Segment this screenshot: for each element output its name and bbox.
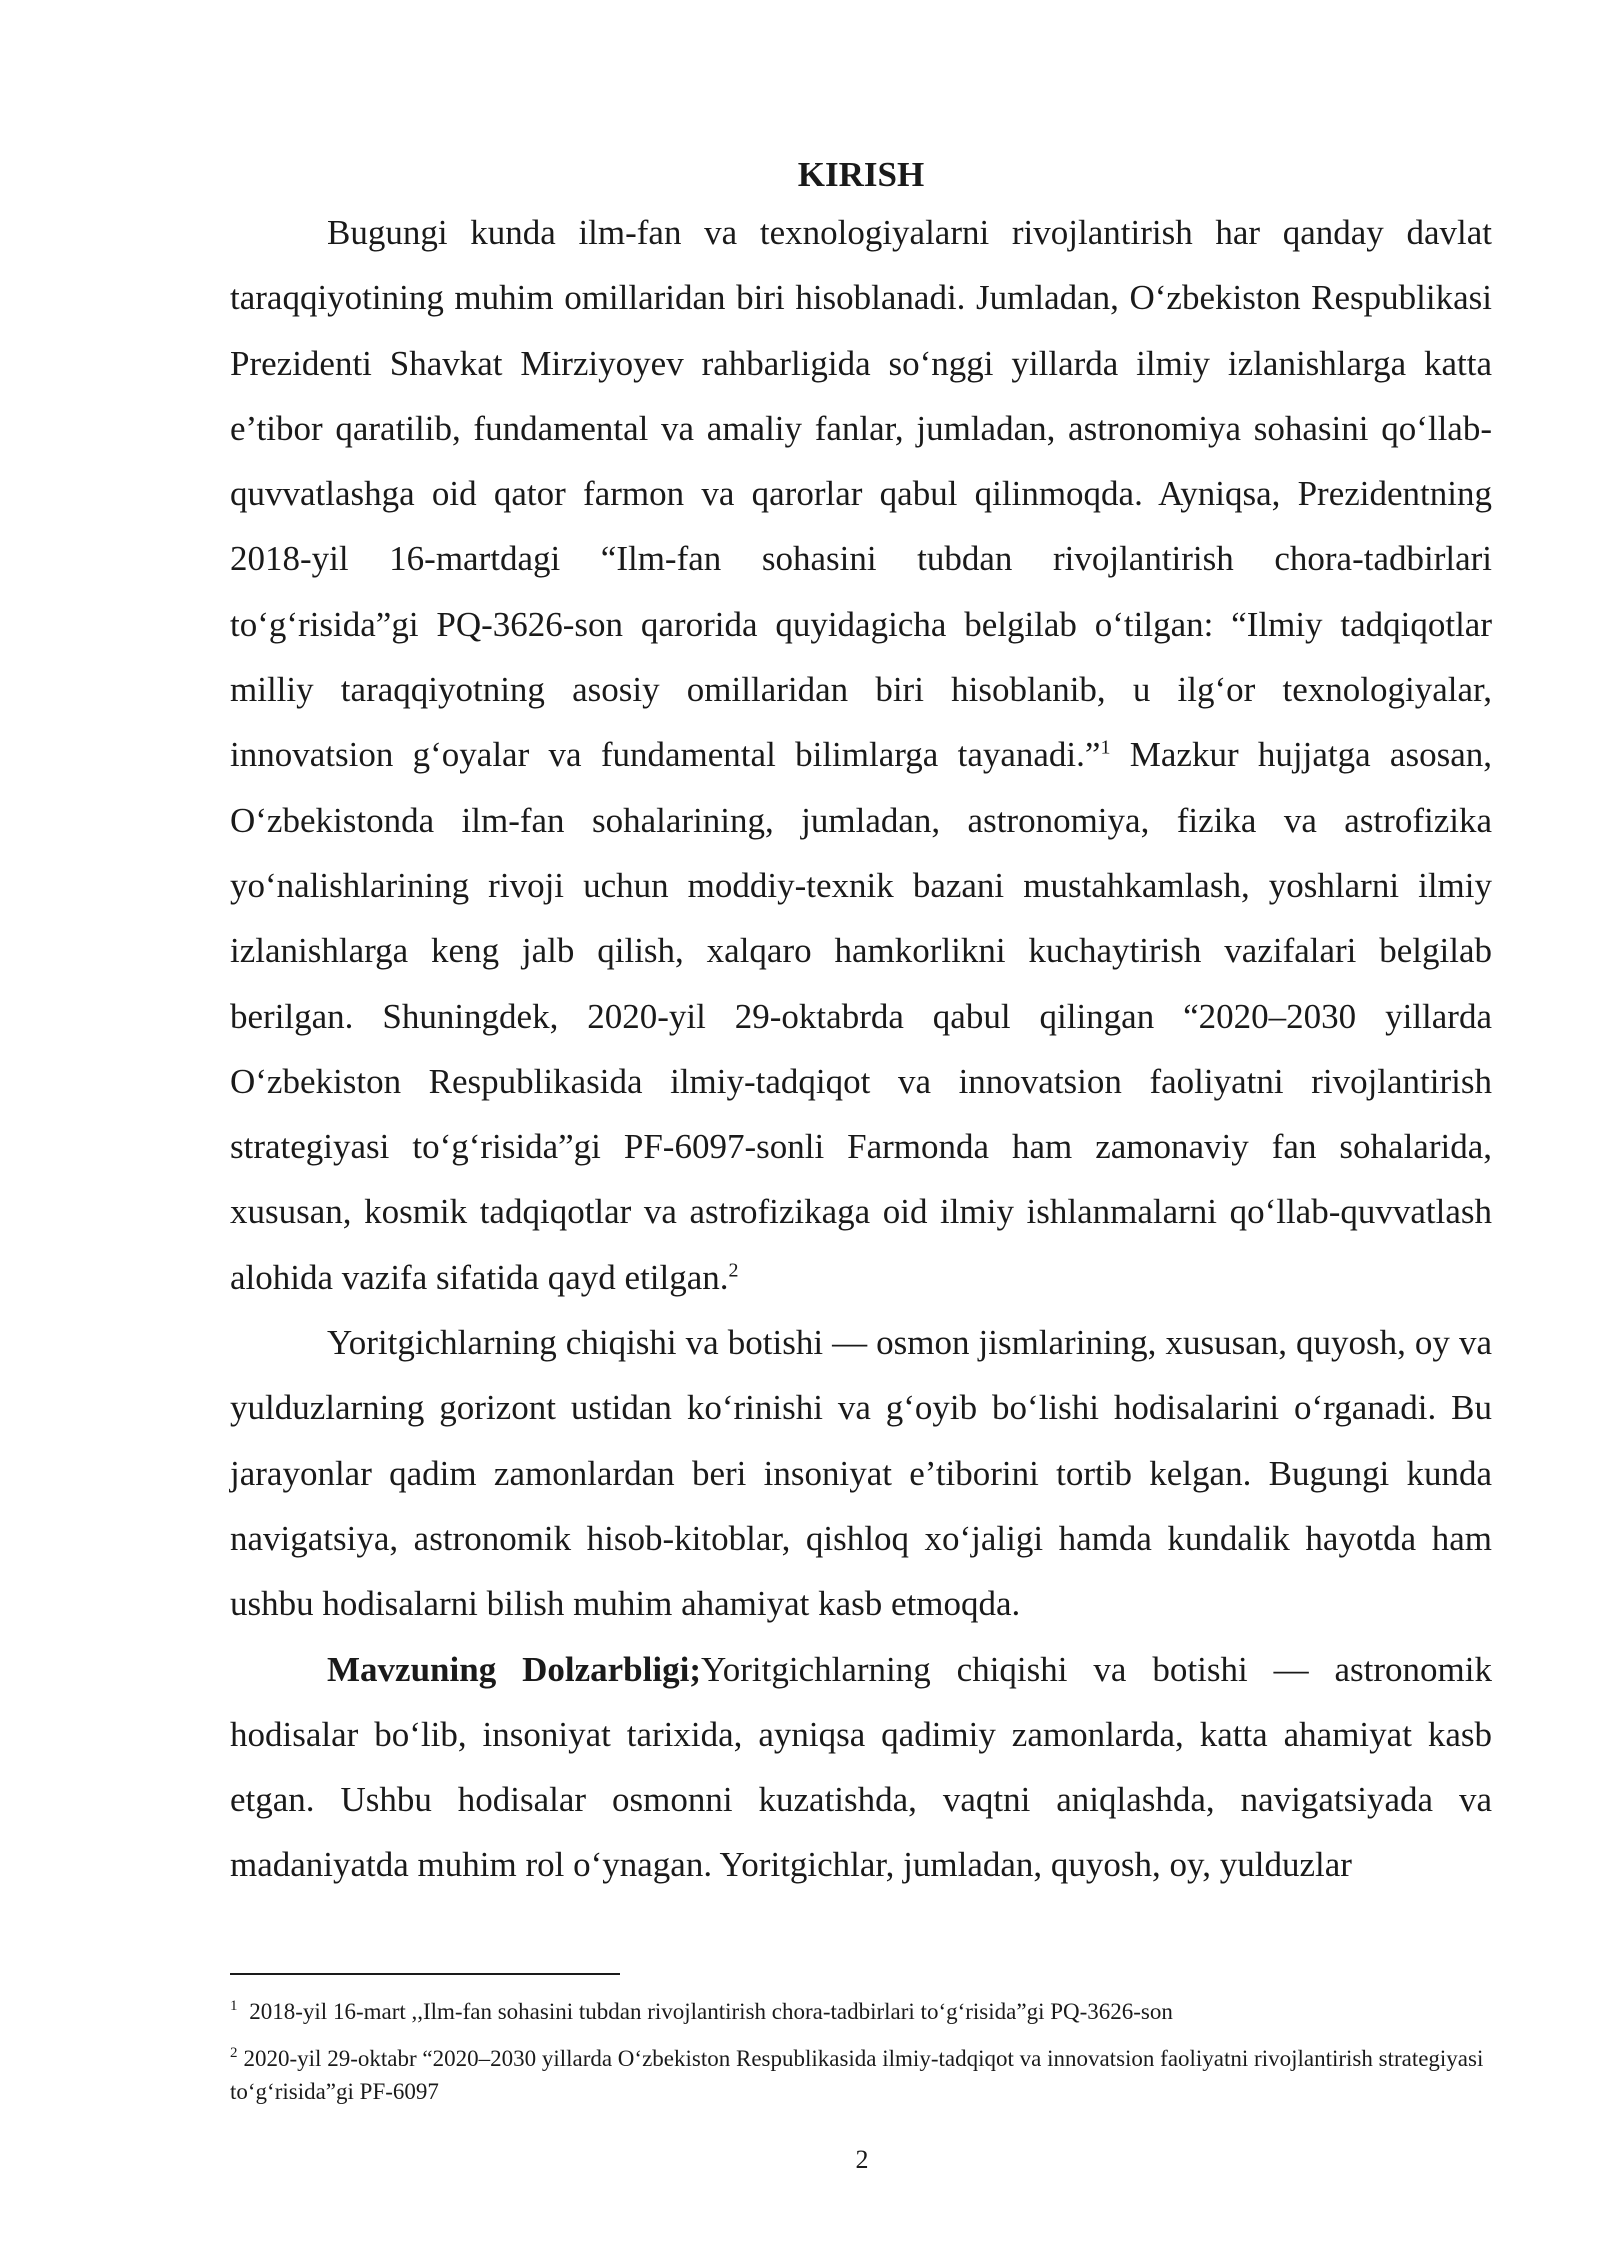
paragraph-text: Yoritgichlarning chiqishi va botishi — osmon jismlarining, xususan, quyosh, oy va yulduzlarning gorizont ustidan ko‘rinishi va g‘oyib bo‘lishi hodisalarini o‘rganadi. Bu jarayonlar qadim zamonlardan beri insoniyat e’tiborini tortib kelgan. Bugungi kunda navigatsiya, astronomik hisob-kitoblar, qishloq xo‘jaligi hamda kundalik hayotda ham ushbu hodisalarni bilish muhim ahamiyat kasb etmoqda. <box>230 1323 1492 1624</box>
footnote-2 <box>230 2042 1492 2108</box>
footnote-ref-2: 2 <box>728 1259 739 1282</box>
paragraph-text: Yoritgichlarning chiqishi va botishi — astronomik hodisalar bo‘lib, insoniyat tarixida, ayniqsa qadimiy zamonlarda, katta ahamiyat kasb etgan. Ushbu hodisalar osmonni kuzatishda, vaqtni aniqlashda, navigatsiyada va madaniyatda muhim rol o‘ynagan. Yoritgichlar, jumladan, quyosh, oy, yulduzlar <box>230 1649 1492 1885</box>
footnote-1 <box>230 1995 1492 2028</box>
footnote-ref-1: 1 <box>1100 736 1111 759</box>
footnotes <box>230 1995 1492 2122</box>
page-title: KIRISH <box>797 155 925 194</box>
main-text <box>230 150 1492 1898</box>
paragraph-text: Mazkur hujjatga asosan, O‘zbekistonda ilm-fan sohalarining, jumladan, astronomiya, fizika va astrofizika yo‘nalishlarining rivoji uchun moddiy-texnik bazani mustahkamlash, yoshlarni ilmiy izlanishlarga keng jalb qilish, xalqaro hamkorlikni kuchaytirish vazifalari belgilab berilgan. Shuningdek, 2020-yil 29-oktabrda qabul qilingan “2020–2030 yillarda O‘zbekiston Respublikasida ilmiy-tadqiqot va innovatsion faoliyatni rivojlantirish strategiyasi to‘g‘risida”gi PF-6097-sonli Farmonda ham zamonaviy fan sohalarida, xususan, kosmik tadqiqotlar va astrofizikaga oid ilmiy ishlanmalarni qo‘llab-quvvatlash alohida vazifa sifatida qayd etilgan. <box>230 735 1492 1297</box>
section-label-relevance: Mavzuning Dolzarbligi; <box>327 1649 701 1689</box>
page-number: 2 <box>855 2145 869 2174</box>
footnote-divider <box>230 1973 620 1975</box>
paragraph-definition <box>230 1310 1492 1636</box>
footnote-text: 2018-yil 16-mart ,,Ilm-fan sohasini tubdan rivojlantirish chora-tadbirlari to‘g‘risida”gi PQ-3626-son <box>243 1999 1173 2024</box>
footnote-mark: 1 <box>230 1998 238 2015</box>
paragraph-intro <box>230 200 1492 1310</box>
footnote-mark: 2 <box>230 2045 238 2062</box>
paragraph-relevance <box>230 1637 1492 1898</box>
footnote-text: 2020-yil 29-oktabr “2020–2030 yillarda O‘zbekiston Respublikasida ilmiy-tadqiqot va innovatsion faoliyatni rivojlantirish strategiyasi to‘g‘risida”gi PF-6097 <box>230 2046 1484 2104</box>
paragraph-text: Bugungi kunda ilm-fan va texnologiyalarni rivojlantirish har qanday davlat taraqqiyotining muhim omillaridan biri hisoblanadi. Jumladan, O‘zbekiston Respublikasi Prezidenti Shavkat Mirziyoyev rahbarligida so‘nggi yillarda ilmiy izlanishlarga katta e’tibor qaratilib, fundamental va amaliy fanlar, jumladan, astronomiya sohasini qo‘llab-quvvatlashga oid qator farmon va qarorlar qabul qilinmoqda. Ayniqsa, Prezidentning 2018-yil 16-martdagi “Ilm-fan sohasini tubdan rivojlantirish chora-tadbirlari to‘g‘risida”gi PQ-3626-son qarorida quyidagicha belgilab o‘tilgan: “Ilmiy tadqiqotlar milliy taraqqiyotning asosiy omillaridan biri hisoblanib, u ilg‘or texnologiyalar, innovatsion g‘oyalar va fundamental bilimlarga tayanadi.” <box>230 213 1492 775</box>
